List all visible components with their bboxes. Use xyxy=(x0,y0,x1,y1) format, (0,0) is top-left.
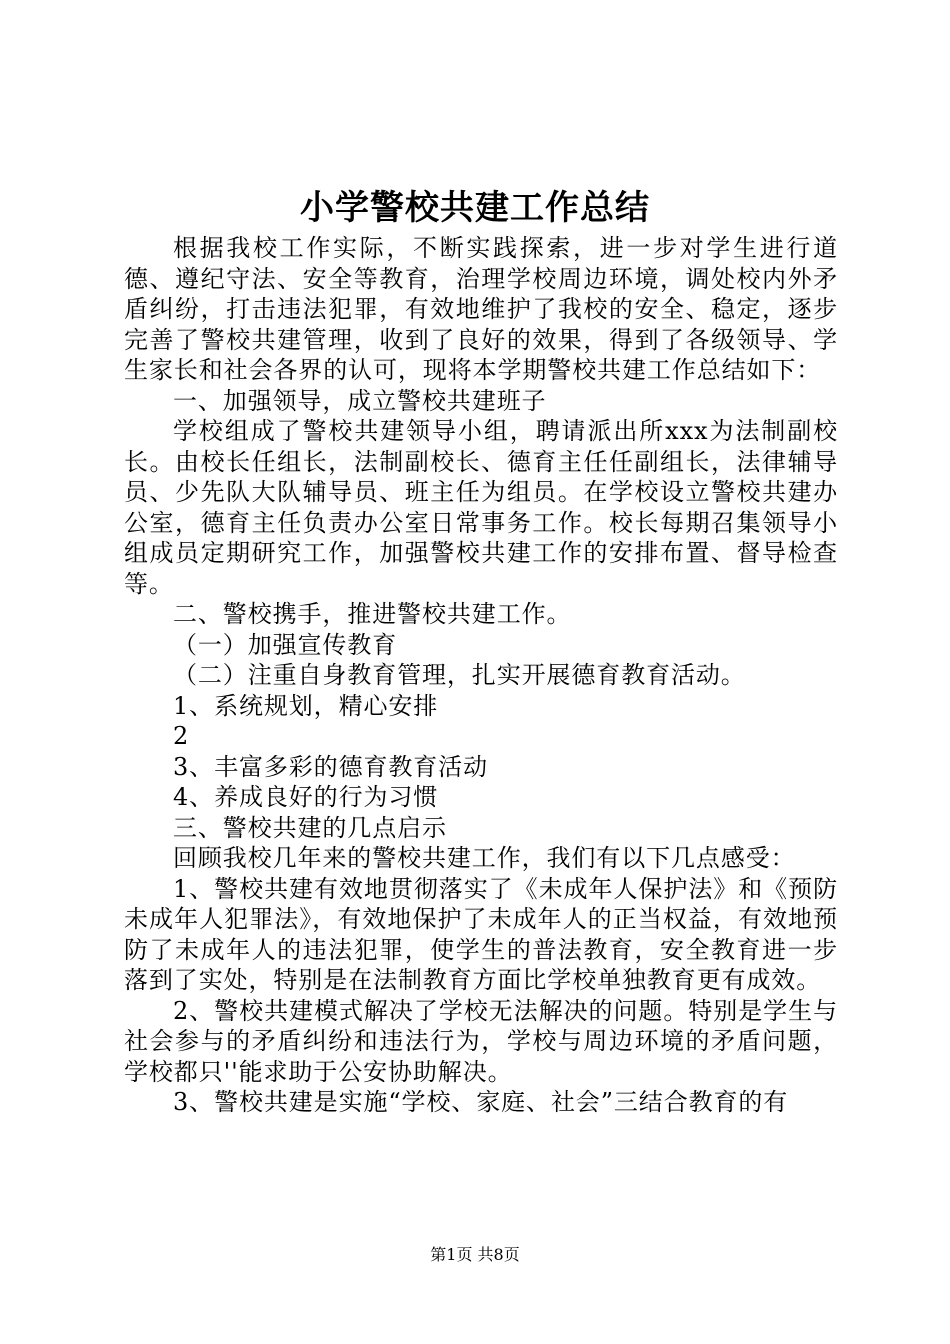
paragraph-intro: 根据我校工作实际，不断实践探索，进一步对学生进行道德、遵纪守法、安全等教育，治理学校周边环境，调处校内外矛盾纠纷，打击违法犯罪，有效地维护了我校的安全、稳定，逐步完善了警校共建管理，收到了良好的效果，得到了各级领导、学生家长和社会各界的认可，现将本学期警校共建工作总结如下： xyxy=(124,234,838,384)
subheading-2-1: （一）加强宣传教育 xyxy=(173,630,398,659)
page-footer: 第1页 共8页 xyxy=(430,1245,520,1264)
list-item-3: 3、丰富多彩的德育教育活动 xyxy=(173,752,488,781)
paragraph-point-3: 3、警校共建是实施“学校、家庭、社会”三结合教育的有 xyxy=(173,1088,789,1116)
list-item-1: 1、系统规划，精心安排 xyxy=(173,691,439,720)
heading-section-2: 二、警校携手，推进警校共建工作。 xyxy=(173,600,572,628)
list-item-2: 2 xyxy=(173,722,190,750)
paragraph-section-1: 学校组成了警校共建领导小组，聘请派出所xxx为法制副校长。由校长任组长，法制副校长、德育主任任副组长，法律辅导员、少先队大队辅导员、班主任为组员。在学校设立警校共建办公室，德育主任负责办公室日常事务工作。校长每期召集领导小组成员定期研究工作，加强警校共建工作的安排布置、督导检查等。 xyxy=(124,417,838,598)
heading-section-3: 三、警校共建的几点启示 xyxy=(173,813,447,842)
paragraph-section-3-intro: 回顾我校几年来的警校共建工作，我们有以下几点感受： xyxy=(173,844,796,872)
document-body xyxy=(124,233,838,1118)
heading-section-1: 一、加强领导，成立警校共建班子 xyxy=(173,386,547,415)
paragraph-point-1: 1、警校共建有效地贯彻落实了《未成年人保护法》和《预防未成年人犯罪法》，有效地保护了未成年人的正当权益，有效地预防了未成年人的违法犯罪，使学生的普法教育，安全教育进一步落到了实处，特别是在法制教育方面比学校单独教育更有成效。 xyxy=(124,874,838,994)
list-item-4: 4、养成良好的行为习惯 xyxy=(173,783,439,811)
paragraph-point-2: 2、警校共建模式解决了学校无法解决的问题。特别是学生与社会参与的矛盾纠纷和违法行为，学校与周边环境的矛盾问题，学校都只''能求助于公安协助解决。 xyxy=(124,996,838,1086)
document-title: 小学警校共建工作总结 xyxy=(300,188,650,228)
subheading-2-2: （二）注重自身教育管理，扎实开展德育教育活动。 xyxy=(173,661,746,689)
